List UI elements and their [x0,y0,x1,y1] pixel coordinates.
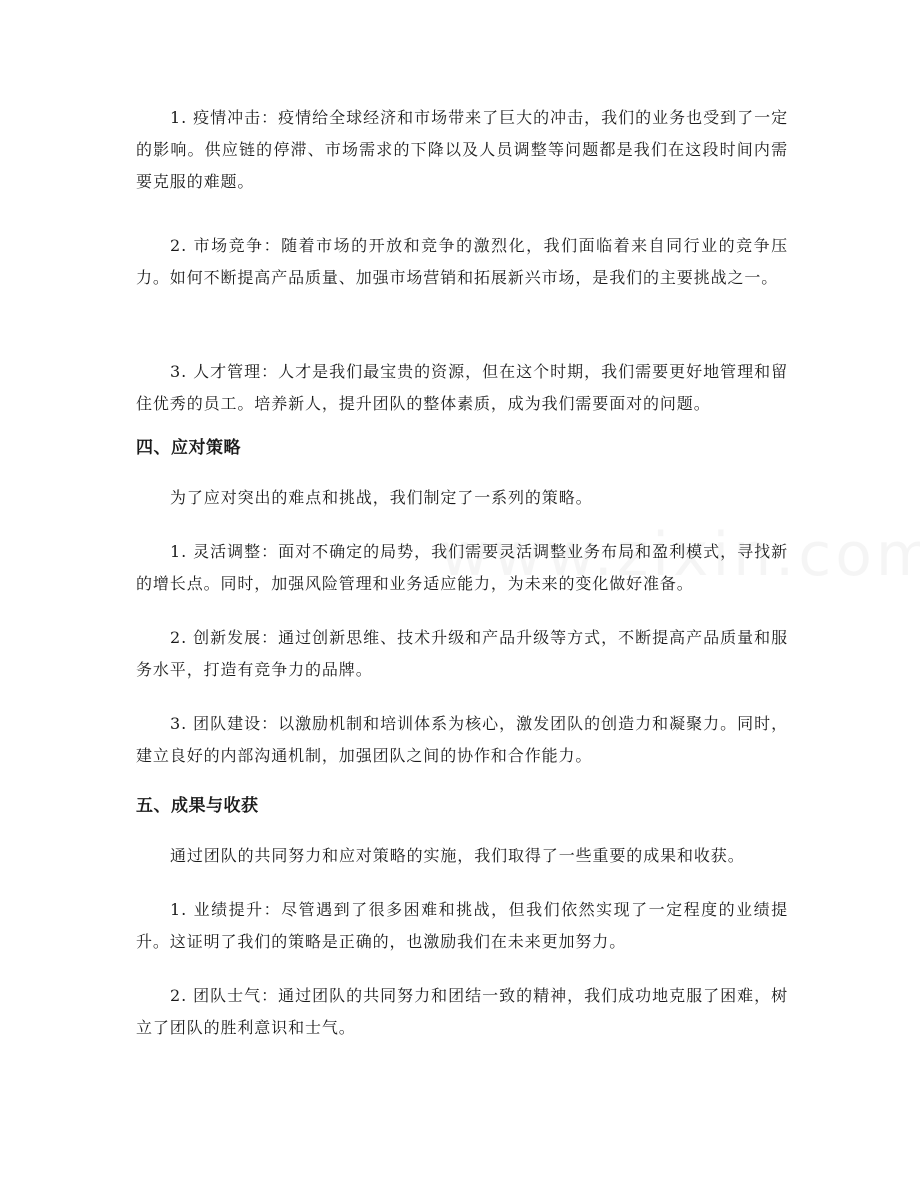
strategy-team-paragraph: 3. 团队建设：以激励机制和培训体系为核心，激发团队的创造力和凝聚力。同时，建立良好的内部沟通机制，加强团队之间的协作和合作能力。 [136,714,788,765]
challenge-pandemic-paragraph: 1. 疫情冲击：疫情给全球经济和市场带来了巨大的冲击，我们的业务也受到了一定的影响。供应链的停滞、市场需求的下降以及人员调整等问题都是我们在这段时间内需要克服的难题。 [136,108,788,191]
achievements-intro-paragraph: 通过团队的共同努力和应对策略的实施，我们取得了一些重要的成果和收获。 [170,846,745,865]
achievement-morale-paragraph: 2. 团队士气：通过团队的共同努力和团结一致的精神，我们成功地克服了困难，树立了团队的胜利意识和士气。 [136,986,788,1037]
challenge-talent-paragraph: 3. 人才管理：人才是我们最宝贵的资源，但在这个时期，我们需要更好地管理和留住优秀的员工。培养新人，提升团队的整体素质，成为我们需要面对的问题。 [136,362,788,413]
challenge-competition-paragraph: 2. 市场竞争：随着市场的开放和竞争的激烈化，我们面临着来自同行业的竞争压力。如何不断提高产品质量、加强市场营销和拓展新兴市场，是我们的主要挑战之一。 [136,236,788,287]
strategy-flexible-paragraph: 1. 灵活调整：面对不确定的局势，我们需要灵活调整业务布局和盈利模式，寻找新的增长点。同时，加强风险管理和业务适应能力，为未来的变化做好准备。 [136,542,788,593]
section-heading-achievements: 五、成果与收获 [136,796,259,816]
strategy-innovation-paragraph: 2. 创新发展：通过创新思维、技术升级和产品升级等方式，不断提高产品质量和服务水平，打造有竞争力的品牌。 [136,628,788,679]
section-heading-strategies: 四、应对策略 [136,438,241,458]
achievement-performance-paragraph: 1. 业绩提升：尽管遇到了很多困难和挑战，但我们依然实现了一定程度的业绩提升。这证明了我们的策略是正确的，也激励我们在未来更加努力。 [136,900,788,951]
strategies-intro-paragraph: 为了应对突出的难点和挑战，我们制定了一系列的策略。 [170,488,593,507]
